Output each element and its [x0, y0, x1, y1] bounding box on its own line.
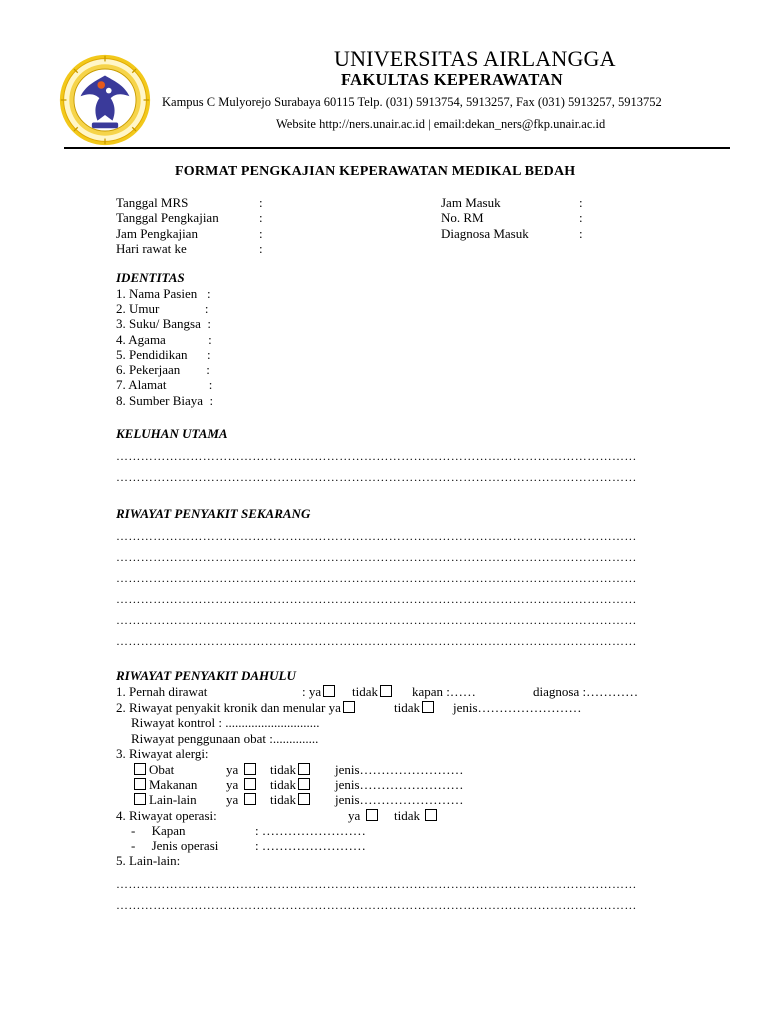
penggunaan-obat-field[interactable]: Riwayat penggunaan obat :.............. — [131, 731, 319, 746]
section-riwayat-dahulu: RIWAYAT PENYAKIT DAHULU — [116, 668, 296, 683]
allergy-ya — [226, 792, 256, 807]
identitas-item: 5. Pendidikan : — [116, 347, 211, 362]
form-title: FORMAT PENGKAJIAN KEPERAWATAN MEDIKAL BEDAH — [175, 164, 576, 179]
colon: : — [259, 210, 263, 225]
colon: : — [259, 226, 263, 241]
label-tanggal-pengkajian: Tanggal Pengkajian — [116, 210, 219, 225]
tidak-label: tidak — [270, 762, 296, 777]
ya-checkbox[interactable] — [323, 685, 335, 697]
colon: : — [579, 195, 583, 210]
tidak-checkbox[interactable] — [422, 701, 434, 713]
allergy-row-makanan — [134, 777, 197, 792]
colon: : — [579, 210, 583, 225]
colon: : — [259, 241, 263, 256]
allergy-label: Obat — [149, 762, 175, 777]
ya-label: ya — [226, 777, 239, 792]
label-jam-pengkajian: Jam Pengkajian — [116, 226, 198, 241]
ya-label: : ya — [302, 684, 322, 699]
alergi-label: 3. Riwayat alergi: — [116, 746, 209, 761]
kapan-field[interactable]: kapan :…… — [412, 684, 476, 699]
header-divider — [64, 147, 730, 149]
label-jam-masuk: Jam Masuk — [441, 195, 501, 210]
identitas-item: 7. Alamat : — [116, 377, 213, 392]
dotted-fill-line[interactable]: ……………………………………………………………………………………………………………… — [116, 877, 637, 891]
ya-checkbox[interactable] — [244, 793, 256, 805]
allergy-row-lain — [134, 792, 197, 807]
allergy-label: Makanan — [149, 777, 198, 792]
operasi-kapan-label: - Kapan — [131, 823, 186, 838]
tidak-label: tidak — [270, 777, 296, 792]
pernah-dirawat-label: 1. Pernah dirawat — [116, 684, 208, 699]
dotted-fill-line[interactable]: ……………………………………………………………………………………………………………… — [116, 898, 637, 912]
section-keluhan-utama: KELUHAN UTAMA — [116, 426, 228, 441]
section-identitas: IDENTITAS — [116, 270, 185, 285]
colon: : — [259, 195, 263, 210]
ya-label: ya — [226, 792, 239, 807]
kronik-label — [116, 700, 355, 715]
label-tanggal-mrs: Tanggal MRS — [116, 195, 189, 210]
allergy-checkbox[interactable] — [134, 763, 146, 775]
section-riwayat-sekarang: RIWAYAT PENYAKIT SEKARANG — [116, 506, 311, 521]
allergy-row-obat — [134, 762, 174, 777]
ya-checkbox[interactable] — [366, 809, 378, 821]
tidak-label: tidak — [352, 684, 378, 699]
tidak-label: tidak — [394, 808, 420, 823]
label-diagnosa-masuk: Diagnosa Masuk — [441, 226, 529, 241]
allergy-tidak — [270, 762, 310, 777]
dotted-fill-line[interactable]: ……………………………………………………………………………………………………………… — [116, 613, 637, 627]
dotted-fill-line[interactable]: ……………………………………………………………………………………………………………… — [116, 449, 637, 463]
allergy-label: Lain-lain — [149, 792, 197, 807]
label-hari-rawat: Hari rawat ke — [116, 241, 187, 256]
dotted-fill-line[interactable]: ……………………………………………………………………………………………………………… — [116, 470, 637, 484]
university-name: UNIVERSITAS AIRLANGGA — [334, 46, 616, 71]
operasi-label: 4. Riwayat operasi: — [116, 808, 217, 823]
dotted-fill-line[interactable]: ……………………………………………………………………………………………………………… — [116, 529, 637, 543]
identitas-item: 1. Nama Pasien : — [116, 286, 211, 301]
kronik-text: 2. Riwayat penyakit kronik dan menular ya — [116, 700, 341, 715]
operasi-jenis-label: - Jenis operasi — [131, 838, 219, 853]
ya-label: ya — [348, 808, 361, 823]
ya-checkbox[interactable] — [343, 701, 355, 713]
faculty-name: FAKULTAS KEPERAWATAN — [341, 70, 563, 89]
tidak-checkbox[interactable] — [380, 685, 392, 697]
identitas-item: 6. Pekerjaan : — [116, 362, 210, 377]
allergy-tidak — [270, 777, 310, 792]
allergy-jenis-field[interactable]: jenis…………………… — [335, 792, 464, 807]
operasi-kapan-field[interactable]: : …………………… — [255, 823, 366, 838]
website-line: Website http://ners.unair.ac.id | email:dekan_ners@fkp.unair.ac.id — [276, 117, 606, 131]
allergy-jenis-field[interactable]: jenis…………………… — [335, 762, 464, 777]
riwayat-kontrol-field[interactable]: Riwayat kontrol : ............................. — [131, 715, 320, 730]
allergy-tidak — [270, 792, 310, 807]
tidak-checkbox[interactable] — [298, 778, 310, 790]
identitas-item: 3. Suku/ Bangsa : — [116, 316, 211, 331]
operasi-jenis-field[interactable]: : …………………… — [255, 838, 366, 853]
ya-checkbox[interactable] — [244, 778, 256, 790]
dotted-fill-line[interactable]: ……………………………………………………………………………………………………………… — [116, 550, 637, 564]
label-no-rm: No. RM — [441, 210, 484, 225]
tidak-label: tidak — [270, 792, 296, 807]
lain-lain-label: 5. Lain-lain: — [116, 853, 181, 868]
tidak-label: tidak — [394, 700, 420, 715]
colon: : — [579, 226, 583, 241]
allergy-jenis-field[interactable]: jenis…………………… — [335, 777, 464, 792]
dotted-fill-line[interactable]: ……………………………………………………………………………………………………………… — [116, 634, 637, 648]
university-logo — [58, 53, 152, 147]
tidak-checkbox[interactable] — [425, 809, 437, 821]
operasi-ya — [348, 808, 378, 823]
allergy-ya — [226, 762, 256, 777]
diagnosa-field[interactable]: diagnosa :………… — [533, 684, 639, 699]
kronik-tidak — [394, 700, 434, 715]
ya-label: ya — [226, 762, 239, 777]
operasi-tidak — [394, 808, 437, 823]
allergy-checkbox[interactable] — [134, 778, 146, 790]
identitas-item: 4. Agama : — [116, 332, 212, 347]
identitas-item: 2. Umur : — [116, 301, 209, 316]
identitas-item: 8. Sumber Biaya : — [116, 393, 214, 408]
allergy-ya — [226, 777, 256, 792]
tidak-checkbox[interactable] — [298, 793, 310, 805]
tidak-checkbox[interactable] — [298, 763, 310, 775]
pernah-dirawat-ya — [302, 684, 335, 699]
allergy-checkbox[interactable] — [134, 793, 146, 805]
dotted-fill-line[interactable]: ……………………………………………………………………………………………………………… — [116, 571, 637, 585]
ya-checkbox[interactable] — [244, 763, 256, 775]
kronik-jenis-field[interactable]: jenis…………………… — [453, 700, 582, 715]
dotted-fill-line[interactable]: ……………………………………………………………………………………………………………… — [116, 592, 637, 606]
pernah-dirawat-tidak — [352, 684, 392, 699]
address-line: Kampus C Mulyorejo Surabaya 60115 Telp. (031) 5913754, 5913257, Fax (031) 5913257, 5913752 — [162, 95, 662, 109]
